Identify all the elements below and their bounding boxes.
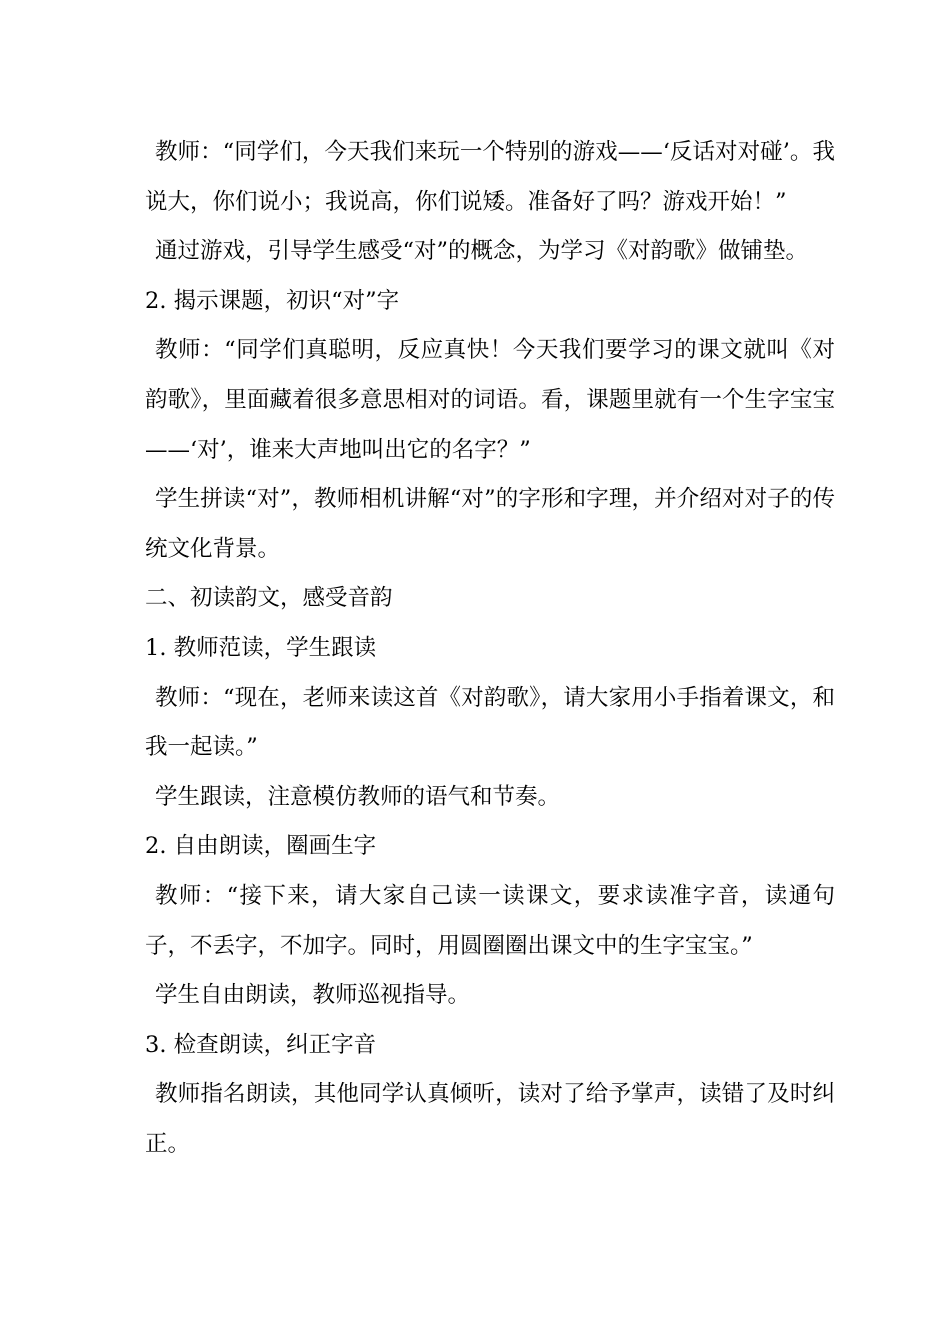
- student-spelling-paragraph: 学生拼读“对”，教师相机讲解“对”的字形和字理，并介绍对对子的传统文化背景。: [145, 486, 835, 562]
- section-heading-reveal-topic: 2. 揭示课题，初识“对”字: [145, 287, 400, 314]
- section-heading-first-reading: 二、初读韵文，感受音韵: [145, 585, 393, 612]
- teacher-intro-paragraph: 教师：“同学们，今天我们来玩一个特别的游戏——‘反话对对碰’。我说大，你们说小；我说高，你们说矮。准备好了吗？游戏开始！”: [145, 139, 835, 215]
- subheading-free-reading: 2. 自由朗读，圈画生字: [145, 833, 377, 860]
- teacher-free-reading-paragraph: 教师：“接下来，请大家自己读一读课文，要求读准字音，读通句子，不丢字，不加字。同时，用圆圈圈出课文中的生字宝宝。”: [145, 882, 835, 959]
- subheading-check-reading: 3. 检查朗读，纠正字音: [145, 1031, 377, 1058]
- teacher-model-reading-paragraph: 教师：“现在，老师来读这首《对韵歌》，请大家用小手指着课文，和我一起读。”: [145, 684, 835, 761]
- subheading-model-reading: 1. 教师范读，学生跟读: [145, 634, 377, 661]
- student-free-reading-paragraph: 学生自由朗读，教师巡视指导。: [155, 982, 471, 1009]
- teacher-topic-paragraph: 教师：“同学们真聪明，反应真快！今天我们要学习的课文就叫《对韵歌》，里面藏着很多意思相对的词语。看，课题里就有一个生字宝宝——‘对’，谁来大声地叫出它的名字？”: [145, 337, 835, 463]
- teacher-check-reading-paragraph: 教师指名朗读，其他同学认真倾听，读对了给予掌声，读错了及时纠正。: [145, 1081, 835, 1157]
- game-purpose-paragraph: 通过游戏，引导学生感受“对”的概念，为学习《对韵歌》做铺垫。: [155, 238, 809, 265]
- student-follow-reading-paragraph: 学生跟读，注意模仿教师的语气和节奏。: [155, 783, 561, 810]
- document-body: [145, 128, 835, 1169]
